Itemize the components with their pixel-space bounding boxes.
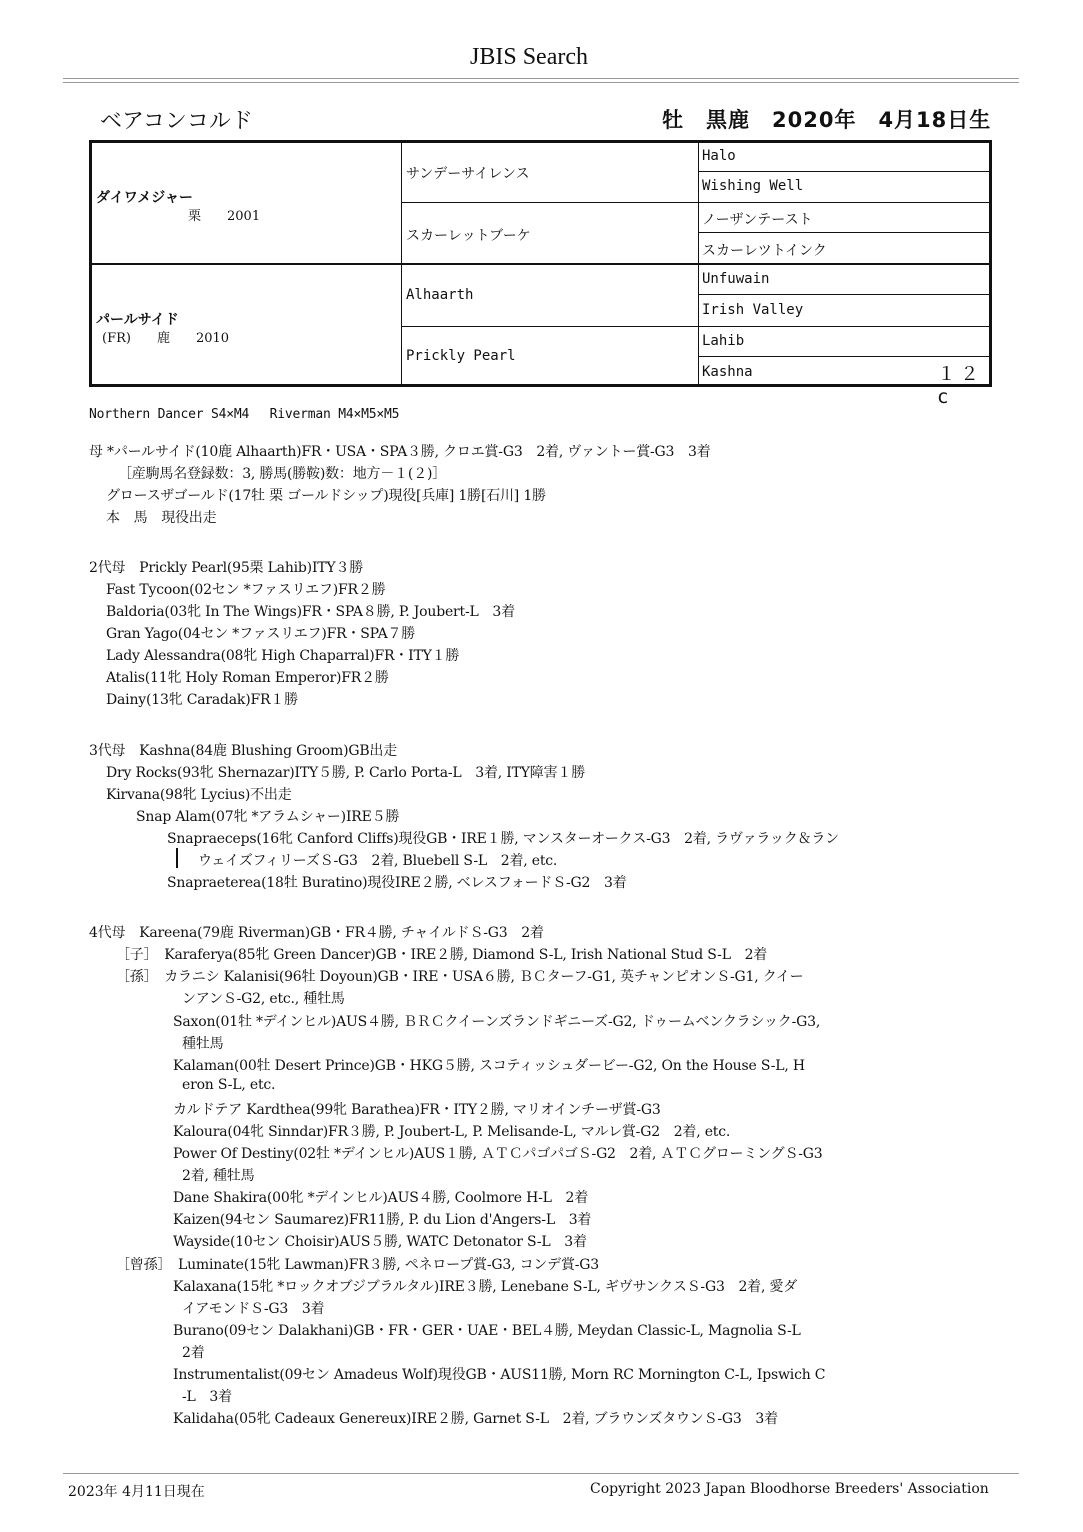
list-item: Kaloura(04牝 Sinndar)FR３勝, P. Joubert-L, P. Melisande-L, マルレ賞-G2 2着, etc. [173,1124,731,1140]
ped-dds: Lahib [702,333,745,349]
ped-dss: Unfuwain [702,271,770,287]
list-item: Wayside(10セン Choisir)AUS５勝, WATC Detonator S-L 3着 [173,1234,587,1250]
header-divider [63,78,1019,79]
list-item: ［子］ Karaferya(85牝 Green Dancer)GB・IRE２勝, Diamond S-L, Irish National Stud S-L 2着 [116,947,768,963]
list-item: Snap Alam(07牝 *アラムシャー)IRE５勝 [136,809,400,825]
list-item-continued: eron S-L, etc. [182,1077,276,1093]
list-item-continued: ンアンＳ-G2, etc., 種牡馬 [182,991,345,1007]
list-item-continued: 種牡馬 [182,1036,224,1052]
list-item-continued: -L 3着 [182,1389,232,1405]
list-item: Instrumentalist(09セン Amadeus Wolf)現役GB・AUS11勝, Morn RC Mornington C-L, Ipswich C [173,1367,826,1383]
ped-sdd: スカーレツトインク [702,243,827,259]
second-dam-line: 2代母 Prickly Pearl(95栗 Lahib)ITY３勝 [89,560,364,576]
horse-name: ベアコンコルド [100,109,253,134]
list-item-continued: イアモンドＳ-G3 3着 [182,1301,325,1317]
sire-name: ダイワメジャー [96,190,194,206]
dam-line: 母 *パールサイド(10鹿 Alhaarth)FR・USA・SPA３勝, クロエ賞-G3 2着, ヴァントー賞-G3 3着 [89,444,711,460]
copyright: Copyright 2023 Japan Bloodhorse Breeders' Association [590,1481,989,1497]
sibling-line: グロースザゴールド(17牡 栗 ゴールドシップ)現役[兵庫] 1勝[石川] 1勝 [106,488,546,504]
list-item: Kirvana(98牝 Lycius)不出走 [106,787,292,803]
dam-name: パールサイド [96,312,179,328]
ped-sds: ノーザンテースト [702,212,813,228]
list-item-continued: ウェイズフィリーズＳ-G3 2着, Bluebell S-L 2着, etc. [198,853,558,869]
list-item: ［孫］ カラニシ Kalanisi(96牡 Doyoun)GB・IRE・USA６勝, ＢＣターフ-G1, 英チャンピオンＳ-G1, クイー [116,969,804,985]
dam-sire: Alhaarth [406,287,474,303]
self-line: 本 馬 現役出走 [106,510,217,526]
pedigree-table [89,140,992,408]
list-item: Kalidaha(05牝 Cadeaux Genereux)IRE２勝, Garnet S-L 2着, ブラウンズタウンＳ-G3 3着 [173,1411,778,1427]
sire-sire: サンデーサイレンス [406,166,530,182]
list-item: Dane Shakira(00牝 *デインヒル)AUS４勝, Coolmore H-L 2着 [173,1190,589,1206]
logo-text: JBIS Search [470,44,588,70]
list-item: Power Of Destiny(02牡 *デインヒル)AUS１勝, ＡＴＣパゴパゴＳ-G2 2着, ＡＴＣグローミングＳ-G3 [173,1146,823,1162]
list-item-continued: 2着 [182,1345,205,1361]
list-item: Lady Alessandra(08牝 High Chaparral)FR・ITY１勝 [106,648,460,664]
header-divider-2 [63,82,1019,83]
dam-detail: (FR) 鹿 2010 [102,331,230,346]
fourth-dam-line: 4代母 Kareena(79鹿 Riverman)GB・FR４勝, チャイルドＳ-G3 2着 [89,925,544,941]
list-item: Baldoria(03牝 In The Wings)FR・SPA８勝, P. Joubert-L 3着 [106,604,515,620]
list-item: ［曾孫］ Luminate(15牝 Lawman)FR３勝, ペネロープ賞-G3, コンデ賞-G3 [116,1257,599,1273]
inbreeding: Northern Dancer S4×M4 Riverman M4×M5×M5 [89,407,400,422]
ped-ssd: Wishing Well [702,178,804,194]
as-of-date: 2023年 4月11日現在 [68,1484,205,1500]
list-item: Burano(09セン Dalakhani)GB・FR・GER・UAE・BEL４勝, Meydan Classic-L, Magnolia S-L [173,1323,801,1339]
list-item: Kaizen(94セン Saumarez)FR11勝, P. du Lion d'Angers-L 3着 [173,1212,592,1228]
list-item: Dry Rocks(93牝 Shernazar)ITY５勝, P. Carlo Porta-L 3着, ITY障害１勝 [106,765,585,781]
list-item: Dainy(13牝 Caradak)FR１勝 [106,692,298,708]
list-item: Saxon(01牡 *デインヒル)AUS４勝, ＢＲＣクイーンズランドギニーズ-G2, ドゥームベンクラシック-G3, [173,1014,821,1030]
third-dam-line: 3代母 Kashna(84鹿 Blushing Groom)GB出走 [89,743,398,759]
list-item: Snapraeterea(18牡 Buratino)現役IRE２勝, ベレスフォードＳ-G2 3着 [167,875,627,891]
progeny-stats: ［産駒馬名登録数：3, 勝馬(勝鞍)数：地方－１(２)］ [118,466,447,482]
sire-dam: スカーレットブーケ [406,228,531,244]
list-item-continued: 2着, 種牡馬 [182,1168,255,1184]
list-item: Gran Yago(04セン *ファスリエフ)FR・SPA７勝 [106,626,416,642]
list-item: Fast Tycoon(02セン *ファスリエフ)FR２勝 [106,582,386,598]
jbis-search-logo [470,14,640,74]
list-item: Atalis(11牝 Holy Roman Emperor)FR２勝 [106,670,389,686]
list-item: カルドテア Kardthea(99牝 Barathea)FR・ITY２勝, マリオインチーザ賞-G3 [173,1102,661,1118]
list-item: Kalaman(00牡 Desert Prince)GB・HKG５勝, スコティッシュダービー-G2, On the House S-L, H [173,1058,805,1074]
list-item: Snapraeceps(16牝 Canford Cliffs)現役GB・IRE１勝, マンスターオークス-G3 2着, ラヴァラック＆ラン [167,831,839,847]
ped-ddd: Kashna [702,364,753,380]
horse-info: 牡 黒鹿 2020年 4月18日生 [662,108,992,132]
list-item: Kalaxana(15牝 *ロックオブジブラルタル)IRE３勝, Lenebane S-L, ギヴサンクスＳ-G3 2着, 愛ダ [173,1279,798,1295]
tree-connector [176,848,178,868]
ped-dsd: Irish Valley [702,302,804,318]
family-number: １２c [937,363,984,408]
ped-sss: Halo [702,148,736,164]
sire-detail: 栗 2001 [188,209,261,224]
footer-divider [63,1473,1019,1474]
dam-dam: Prickly Pearl [406,348,516,364]
